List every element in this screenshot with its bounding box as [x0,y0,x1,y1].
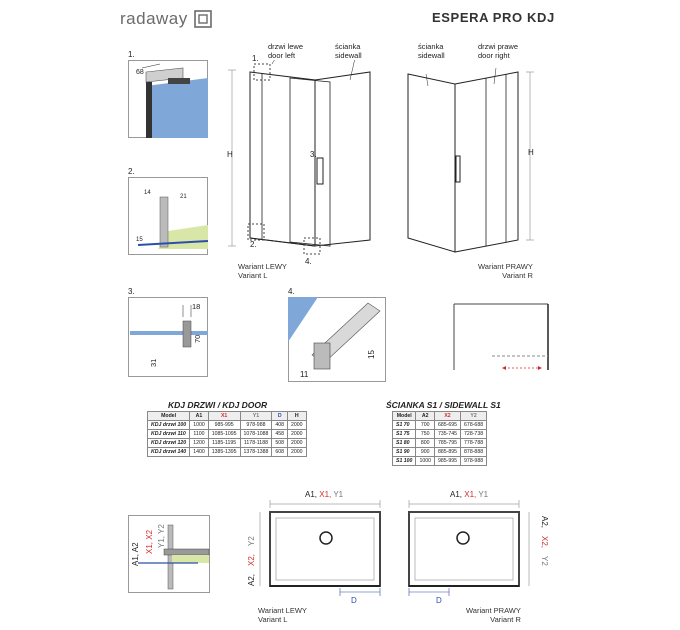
plan-right-variant [466,606,521,624]
table-cell: KDJ drzwi 100 [148,421,190,430]
detail-2-dim-c: 15 [136,237,143,243]
plan-right-a1: A1, [450,490,463,499]
table-cell: 978-988 [461,457,487,466]
brand-square-icon [194,10,212,28]
table-cell: 2000 [288,430,307,439]
table-cell: S1 100 [393,457,416,466]
table-cell: S1 70 [393,421,416,430]
left-door-label [268,42,303,60]
table-cell: KDJ drzwi 140 [148,448,190,457]
table-row [148,439,307,448]
plan-left-x1: X1, [319,490,332,499]
table-cell: 1100 [190,430,209,439]
table-cell: 1400 [190,448,209,457]
table-cell: 1385-1395 [208,448,240,457]
table-cell: 800 [416,439,435,448]
detail-3-number: 3. [128,287,135,296]
table-cell: 900 [416,448,435,457]
table-row [148,448,307,457]
table-cell: S1 80 [393,439,416,448]
profile-y-label: Y1, Y2 [157,524,166,548]
detail-3-illustration [128,297,208,377]
left-variant-label [238,262,287,280]
table-cell: 978-988 [240,421,272,430]
wall-col-x2: X2 [435,412,461,421]
plan-left-a1: A1, [305,490,318,499]
table-cell: KDJ drzwi 120 [148,439,190,448]
detail-2-dim-a: 14 [144,190,151,196]
plan-left-x2: X2, [247,553,256,566]
left-wall-label-en: sidewall [335,51,362,60]
table-cell: 1085-1095 [208,430,240,439]
plan-right-top-dims [450,490,488,499]
table-cell: 685-695 [435,421,461,430]
door-table-title: KDJ DRZWI / KDJ DOOR [168,400,268,410]
plan-left-y2: Y2 [247,536,256,546]
right-door-label-pl: drzwi prawe [478,42,519,51]
table-cell: 1200 [190,439,209,448]
plan-right-side-dims [528,512,556,590]
detail-1-illustration [128,60,208,138]
detail-4-dim-b: 11 [300,370,309,379]
table-cell: 458 [272,430,288,439]
plan-left-variant [258,606,307,624]
table-cell: 878-888 [461,448,487,457]
wall-col-model: Model [393,412,416,421]
plan-schematic [452,300,552,380]
table-row [393,457,487,466]
left-height-label: H [227,150,233,159]
left-marker-3: 3. [310,150,317,159]
table-cell: 1178-1188 [240,439,272,448]
table-cell: 608 [272,448,288,457]
door-col-h: H [288,412,307,421]
left-marker-2: 2. [250,240,257,249]
table-cell: 985-995 [208,421,240,430]
detail-4-illustration [288,297,386,382]
right-variant-label [478,262,533,280]
table-cell: 1185-1195 [208,439,240,448]
plan-left-top-dims [305,490,343,499]
table-row [393,439,487,448]
plan-left-variant-pl: Wariant LEWY [258,606,307,615]
table-cell: 735-745 [435,430,461,439]
table-cell: 408 [272,421,288,430]
left-variant-en: Variant L [238,271,268,280]
plan-left-d: D [351,596,357,605]
table-row [393,448,487,457]
door-col-d: D [272,412,288,421]
table-row [393,430,487,439]
wall-table [392,411,487,466]
table-cell: 778-788 [461,439,487,448]
left-wall-label-pl: ścianka [335,42,361,51]
table-cell: S1 90 [393,448,416,457]
wall-table-title: ŚCIANKA S1 / SIDEWALL S1 [386,400,501,410]
plan-left-y1: Y1 [333,490,344,499]
table-cell: 1378-1388 [240,448,272,457]
table-cell: 750 [416,430,435,439]
left-wall-label [335,42,362,60]
detail-1-dim: 68 [136,69,144,76]
door-col-a1: A1 [190,412,209,421]
plan-right-y1: Y1 [478,490,489,499]
plan-left-a2: A2, [247,573,256,586]
right-variant-en: Variant R [502,271,533,280]
detail-2-illustration [128,177,208,255]
right-elevation-drawing [400,60,550,260]
left-marker-1: 1. [252,54,259,63]
table-cell: 1078-1088 [240,430,272,439]
table-cell: 2000 [288,421,307,430]
table-cell: KDJ drzwi 110 [148,430,190,439]
detail-1-number: 1. [128,50,135,59]
brand-name: radaway [120,9,188,28]
right-variant-pl: Wariant PRAWY [478,262,533,271]
detail-3-dim-b: 70 [193,334,202,343]
table-cell: 508 [272,439,288,448]
right-wall-label [418,42,445,60]
detail-3-dim-a: 18 [192,302,201,311]
table-cell: 2000 [288,439,307,448]
table-row [393,421,487,430]
profile-a-label: A1, A2 [131,542,140,566]
left-variant-pl: Wariant LEWY [238,262,287,271]
plan-right-d: D [436,596,442,605]
plan-right-y2: Y2 [540,556,549,566]
profile-detail-labels [130,520,190,590]
left-marker-4: 4. [305,257,312,266]
table-row [148,421,307,430]
table-cell: 985-995 [435,457,461,466]
detail-3-dim-c: 31 [149,358,158,367]
left-door-label-en: door left [268,51,296,60]
right-height-label: H [528,148,534,157]
table-cell: 1000 [190,421,209,430]
wall-col-a2: A2 [416,412,435,421]
right-wall-label-en: sidewall [418,51,445,60]
detail-2-dim-b: 21 [180,194,187,200]
detail-4-number: 4. [288,287,295,296]
left-elevation-drawing [220,60,390,270]
right-door-label [478,42,518,60]
profile-x-label: X1, X2 [145,529,154,554]
table-cell: S1 75 [393,430,416,439]
plan-right-a2: A2, [540,516,549,529]
table-cell: 728-738 [461,430,487,439]
table-cell: 785-795 [435,439,461,448]
table-cell: 678-688 [461,421,487,430]
page-title: ESPERA PRO KDJ [432,10,555,25]
plan-right-variant-en: Variant R [490,615,521,624]
plan-left-variant-en: Variant L [258,615,288,624]
right-door-label-en: door right [478,51,510,60]
table-cell: 885-895 [435,448,461,457]
table-cell: 1000 [416,457,435,466]
table-cell: 2000 [288,448,307,457]
left-door-label-pl: drzwi lewe [268,42,304,51]
plan-right-variant-pl: Wariant PRAWY [466,606,521,615]
door-col-x1: X1 [208,412,240,421]
door-col-model: Model [148,412,190,421]
table-cell: 700 [416,421,435,430]
table-row [148,430,307,439]
plan-right-x2: X2, [540,536,549,549]
door-table [147,411,307,457]
detail-2-number: 2. [128,167,135,176]
detail-4-dim-a: 15 [367,350,376,359]
plan-right-x1: X1, [464,490,477,499]
right-wall-label-pl: ścianka [418,42,444,51]
door-col-y1: Y1 [240,412,272,421]
plan-left-side-dims [244,512,272,590]
wall-col-y2: Y2 [461,412,487,421]
brand-logo [120,9,212,29]
